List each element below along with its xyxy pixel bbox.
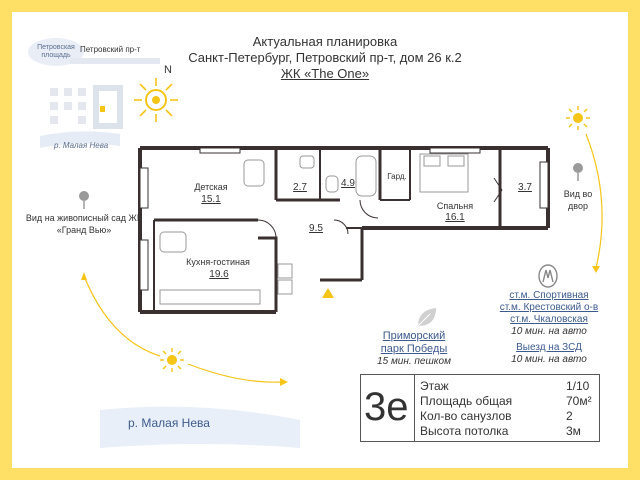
view-pin-icon <box>79 191 89 209</box>
sun-icon <box>160 348 184 372</box>
park-name-1: Приморский <box>382 330 446 342</box>
header-line2: Санкт-Петербург, Петровский пр-т, дом 26 к.2 <box>188 50 462 65</box>
room-kitchen-name: Кухня-гостиная <box>186 257 250 267</box>
view-right-label: Вид во двор <box>563 189 593 211</box>
room-bath2-area: 4.9 <box>341 178 355 189</box>
north-label: N <box>164 64 172 76</box>
building-block <box>64 88 72 96</box>
sun-icon <box>566 106 590 130</box>
metro-line-1: ст.м. Спортивная <box>509 290 589 301</box>
room-bedroom-area: 16.1 <box>445 212 465 223</box>
river-label-bottom: р. Малая Нева <box>128 416 210 430</box>
metro-icon <box>539 265 557 287</box>
street-label: Петровский пр-т <box>80 45 141 54</box>
compass-icon <box>134 78 178 122</box>
room-hall-area: 9.5 <box>309 223 323 234</box>
view-left-label: Вид на живописный сад ЖК «Гранд Вью» <box>25 213 143 235</box>
header-line3: ЖК «The One» <box>280 66 370 81</box>
header-line1: Актуальная планировка <box>252 34 398 49</box>
room-bath1-area: 2.7 <box>293 182 307 193</box>
arrow-icon <box>592 266 600 273</box>
room-wardrobe-name: Гард. <box>387 172 407 181</box>
room-kids-name: Детская <box>194 182 228 192</box>
building-marker <box>100 106 105 112</box>
info-value-ceiling: 3м <box>566 424 581 438</box>
entrance-marker <box>322 288 334 298</box>
park-name-2: парк Победы <box>380 343 448 355</box>
metro-line-3: ст.м. Чкаловская <box>510 314 588 325</box>
arrow-icon <box>81 272 87 280</box>
building-block <box>78 88 86 96</box>
info-label-bathrooms: Кол-во санузлов <box>420 409 512 423</box>
leaf-icon <box>418 308 436 326</box>
room-bedroom-name: Спальня <box>436 201 474 211</box>
building-block <box>50 102 58 110</box>
building-shape <box>96 88 120 126</box>
info-value-area: 70м² <box>566 394 592 408</box>
building-block <box>78 116 86 124</box>
room-kids-area: 15.1 <box>201 194 221 205</box>
apartment-code: 3е <box>364 385 409 429</box>
info-value-bathrooms: 2 <box>566 409 573 423</box>
building-block <box>50 116 58 124</box>
sun-path-arc <box>84 276 160 356</box>
square-label: Петровская площадь <box>37 44 75 59</box>
info-value-floor: 1/10 <box>566 379 590 393</box>
sun-path-arc <box>188 364 282 382</box>
room-kitchen-area: 19.6 <box>209 269 229 280</box>
metro-exit-time: 10 мин. на авто <box>511 354 587 365</box>
room-balcony-area: 3.7 <box>518 182 532 193</box>
arrow-icon <box>280 378 288 386</box>
floor-plan <box>140 148 548 312</box>
info-divider <box>414 374 415 442</box>
building-block <box>50 88 58 96</box>
river-label-map: р. Малая Нева <box>54 141 109 150</box>
metro-time: 10 мин. на авто <box>511 326 587 337</box>
street-shape <box>70 58 160 64</box>
building-block <box>64 102 72 110</box>
park-time: 15 мин. пешком <box>377 356 451 367</box>
view-pin-icon <box>573 163 583 181</box>
info-label-area: Площадь общая <box>420 394 513 408</box>
building-block <box>78 102 86 110</box>
info-label-ceiling: Высота потолка <box>420 424 509 438</box>
info-label-floor: Этаж <box>420 379 449 393</box>
metro-exit: Выезд на ЗСД <box>516 342 582 353</box>
metro-line-2: ст.м. Крестовский о-в <box>499 302 599 313</box>
